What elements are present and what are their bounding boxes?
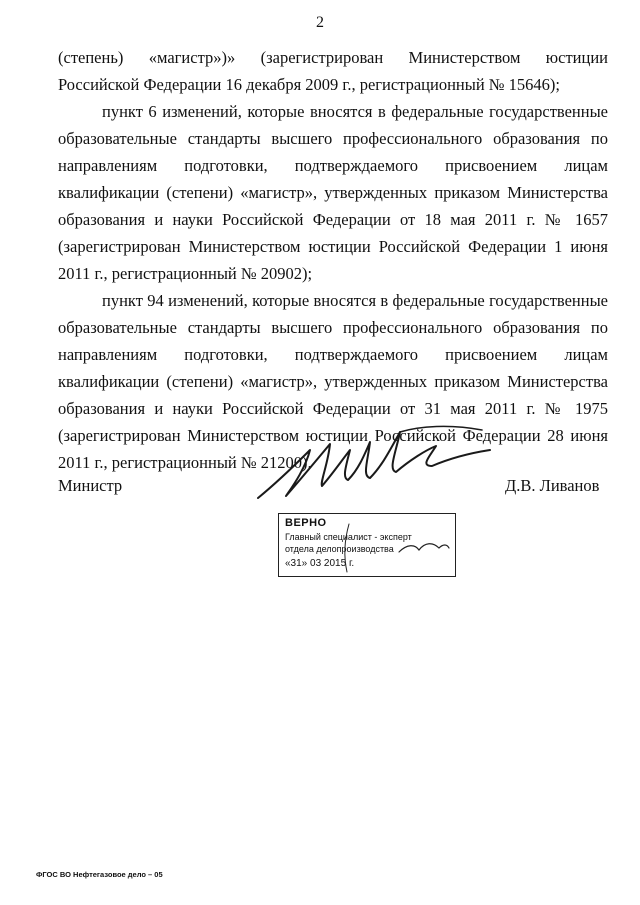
stamp-date: «31» 03 2015 г. xyxy=(285,558,355,569)
stamp-department: отдела делопроизводства xyxy=(285,544,394,554)
certification-stamp xyxy=(278,513,456,577)
stamp-position: Главный специалист - эксперт xyxy=(285,532,412,542)
paragraph-1: (степень) «магистр»)» (зарегистрирован Министерством юстиции Российской Федерации 16 декабря 2009 г., регистрационный № 15646); xyxy=(58,48,608,94)
stamp-handwriting xyxy=(279,514,455,576)
paragraph-2: пункт 6 изменений, которые вносятся в федеральные государственные образовательные стандарты высшего профессионального образования по направлениям подготовки, подтверждаемого присвоением лицам квалификации (степени) «магистр», утвержденных приказом Министерства образования и науки Российской Федерации от 18 мая 2011 г. № 1657 (зарегистрирован Министерством юстиции Российской Федерации 1 июня 2011 г., регистрационный № 20902); xyxy=(58,102,608,283)
handwritten-signature xyxy=(250,420,500,510)
body-text xyxy=(58,44,608,476)
signatory-title: Министр xyxy=(58,476,123,495)
footer-caption: ФГОС ВО Нефтегазовое дело – 05 xyxy=(36,870,163,879)
stamp-heading: ВЕРНО xyxy=(285,517,327,529)
page-number: 2 xyxy=(316,14,324,31)
signatory-name: Д.В. Ливанов xyxy=(505,476,600,495)
paragraph-3: пункт 94 изменений, которые вносятся в федеральные государственные образовательные стандарты высшего профессионального образования по направлениям подготовки, подтверждаемого присвоением лицам квалификации (степени) «магистр», утвержденных приказом Министерства образования и науки Российской Федерации от 31 мая 2011 г. № 1975 (зарегистрирован Министерством юстиции Российской Федерации 28 июня 2011 г., регистрационный № 21200). xyxy=(58,291,608,472)
